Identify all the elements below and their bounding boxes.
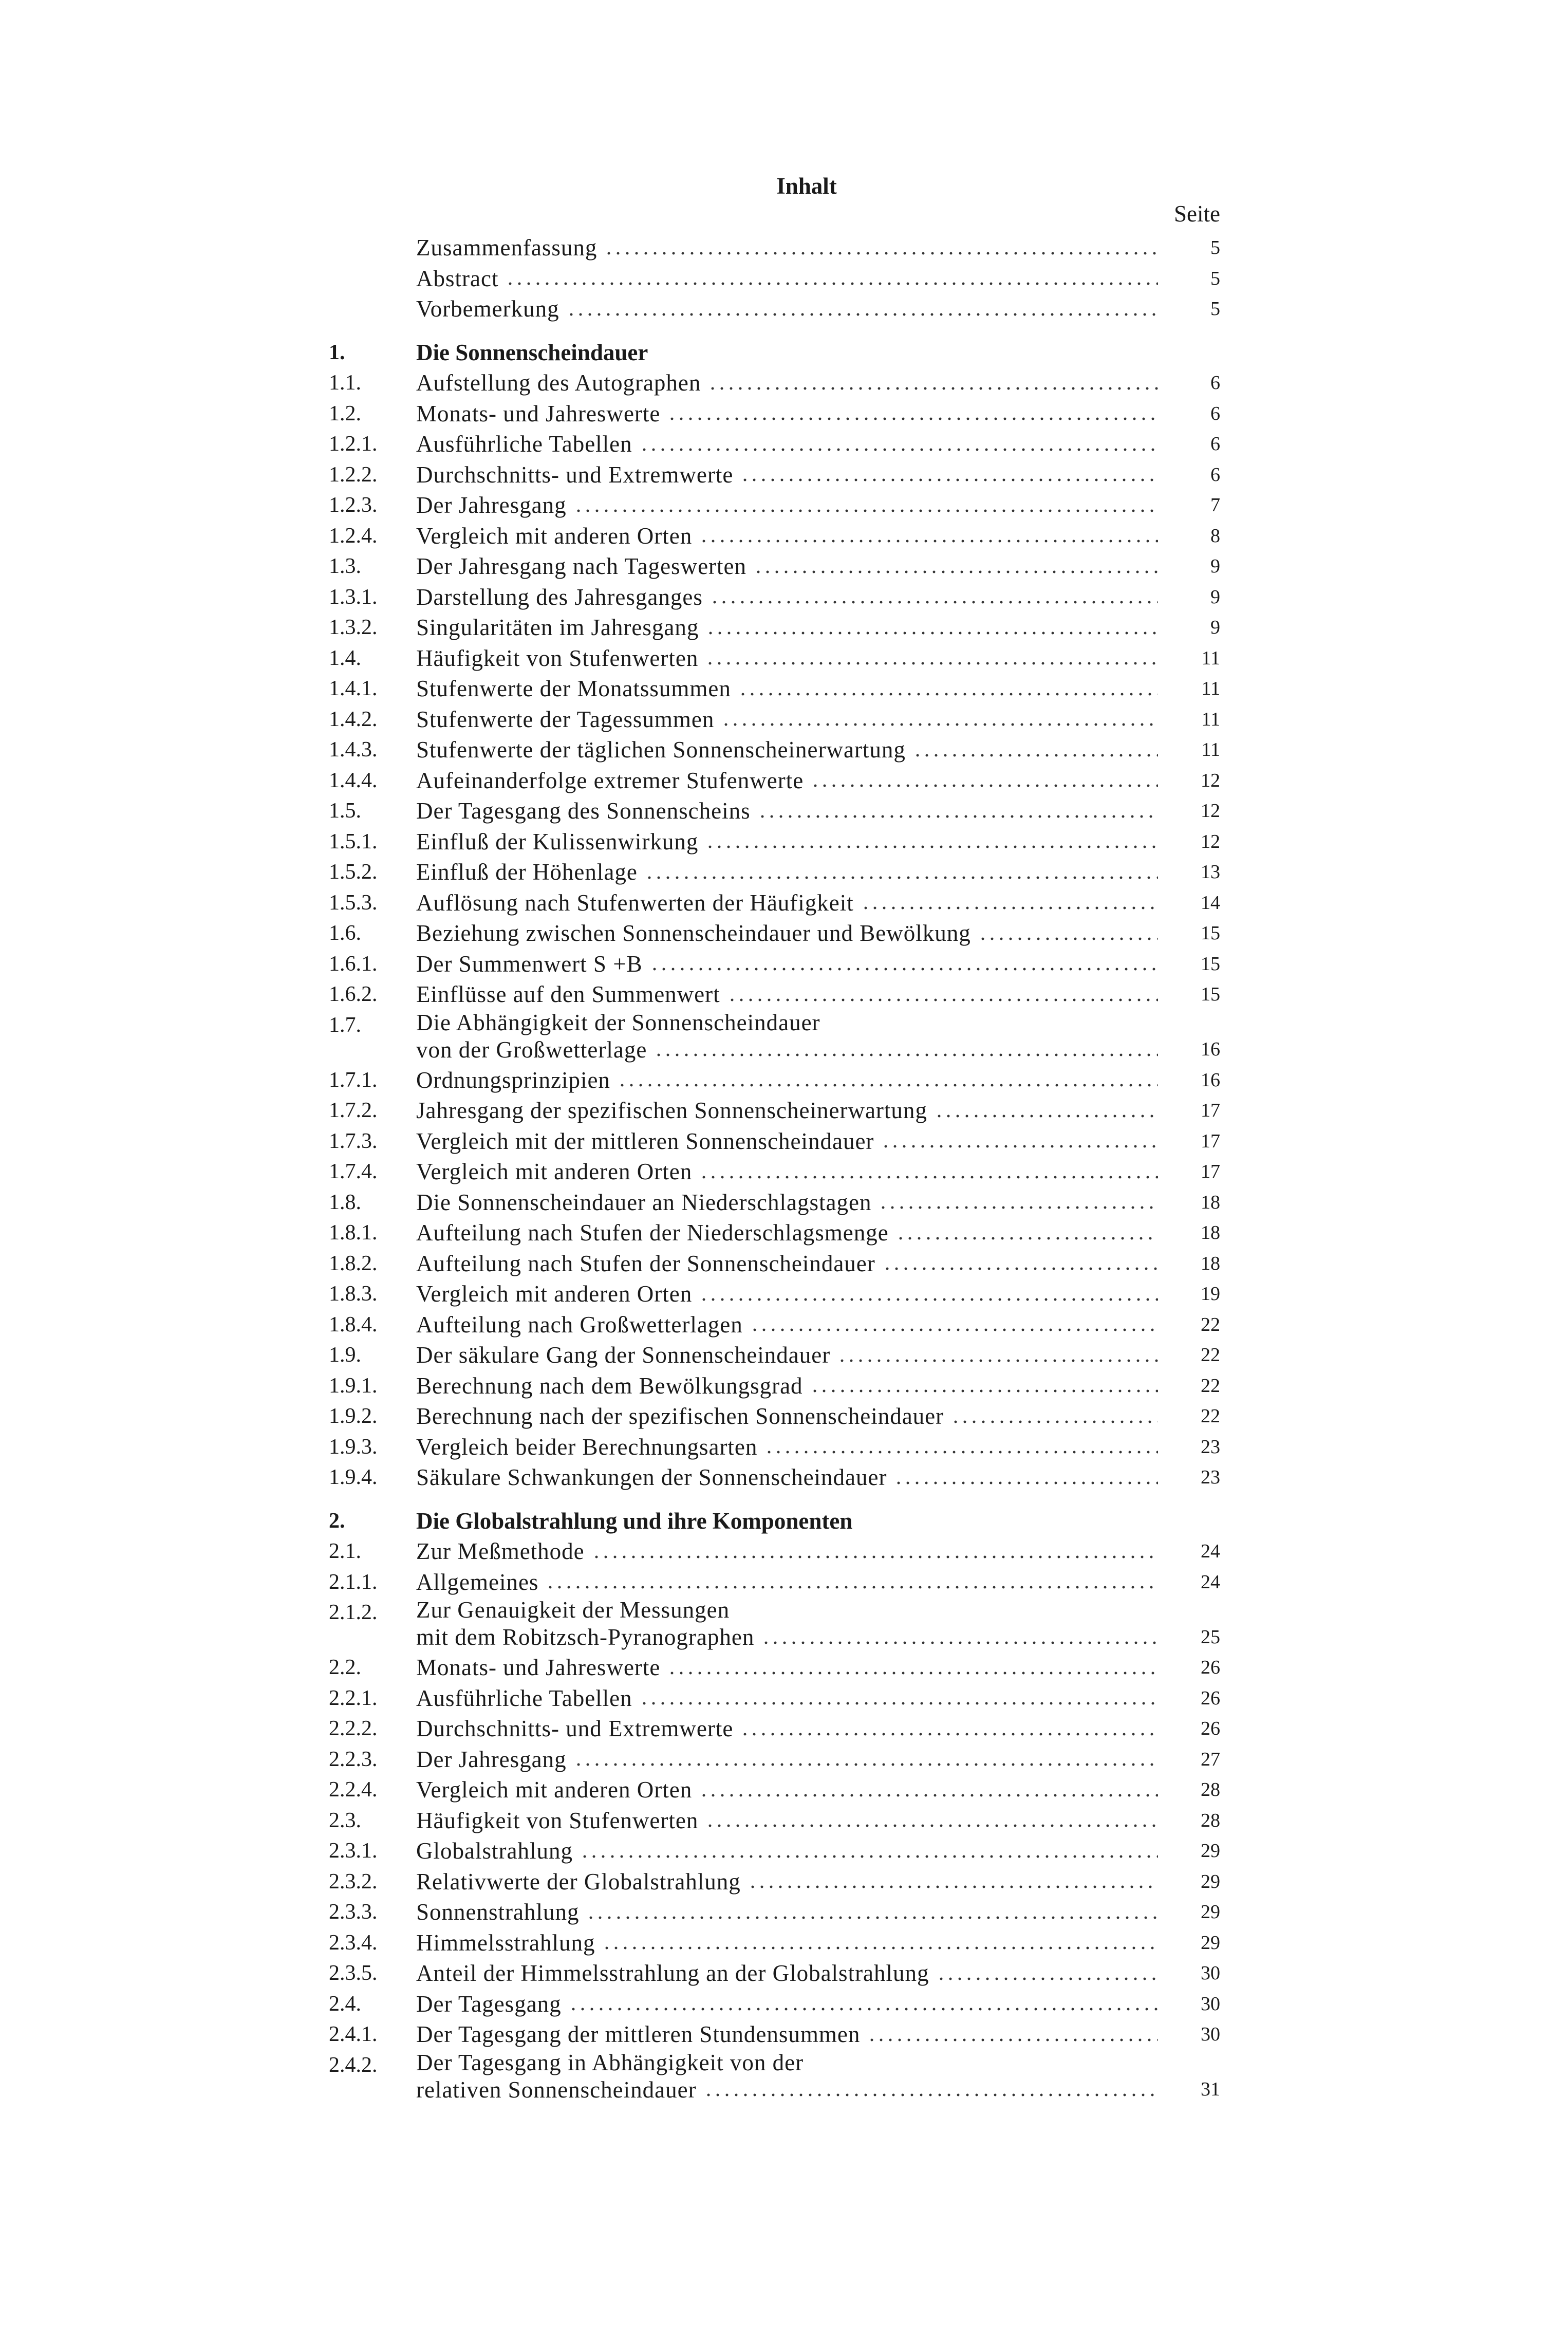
toc-entry-title: Darstellung des Jahresganges	[416, 584, 703, 610]
toc-page-number: 17	[1201, 1161, 1220, 1182]
toc-entry-title: Ausführliche Tabellen	[416, 1685, 632, 1711]
toc-entry-title: Vorbemerkung	[416, 296, 559, 322]
toc-entry-title: Aufteilung nach Großwetterlagen	[416, 1311, 743, 1338]
toc-entry[interactable]	[329, 1340, 1220, 1371]
dot-leader	[569, 2006, 1158, 2013]
toc-entry[interactable]	[329, 796, 1220, 827]
toc-entry[interactable]	[329, 1928, 1220, 1959]
toc-page-number: 11	[1201, 739, 1220, 760]
dot-leader	[567, 311, 1158, 318]
dot-leader	[758, 813, 1158, 820]
toc-entry[interactable]	[329, 735, 1220, 766]
toc-entry-title: Vergleich beider Berechnungsarten	[416, 1434, 758, 1460]
toc-entry-number: 1.1.	[329, 371, 361, 395]
toc-entry-number: 1.8.3.	[329, 1282, 378, 1306]
toc-entry-title: Ausführliche Tabellen	[416, 431, 632, 457]
toc-entry-number: 1.7.4.	[329, 1160, 378, 1183]
toc-page-number: 28	[1201, 1809, 1220, 1831]
toc-page-number: 9	[1210, 617, 1220, 638]
toc-entry[interactable]	[329, 582, 1220, 613]
toc-entry-number: 1.4.1.	[329, 677, 378, 700]
toc-entry-number: 1.6.1.	[329, 952, 378, 976]
dot-leader	[738, 691, 1158, 698]
toc-page-number: 11	[1201, 647, 1220, 669]
toc-entry-title: Stufenwerte der Monatssummen	[416, 676, 731, 701]
toc-page-number: 30	[1201, 1993, 1220, 2015]
toc-entry-number: 1.2.	[329, 401, 361, 425]
toc-entry-title: Jahresgang der spezifischen Sonnenscheinerwartung	[416, 1098, 927, 1123]
toc-entry[interactable]	[329, 1714, 1220, 1744]
toc-entry[interactable]	[329, 1836, 1220, 1867]
dot-leader	[710, 599, 1158, 606]
toc-page-number: 25	[1201, 1626, 1220, 1648]
toc-entry[interactable]	[329, 1567, 1220, 1598]
toc-page-number: 12	[1201, 800, 1220, 822]
toc-entry[interactable]	[329, 612, 1220, 643]
toc-page-number: 29	[1201, 1932, 1220, 1954]
dot-leader	[604, 250, 1158, 257]
dot-leader	[699, 1174, 1158, 1181]
toc-entry-number: 2.2.2.	[329, 1717, 378, 1740]
toc-entry[interactable]	[329, 1432, 1220, 1463]
toc-entry-title: Der Summenwert S +B	[416, 951, 643, 977]
toc-entry[interactable]	[329, 1401, 1220, 1432]
toc-entry-number: 2.	[329, 1509, 345, 1533]
toc-entry[interactable]	[329, 857, 1220, 888]
toc-entry-title: Häufigkeit von Stufenwerten	[416, 1807, 699, 1833]
toc-page-number: 16	[1201, 1069, 1220, 1091]
toc-page-number: 11	[1201, 678, 1220, 699]
toc-page-number: 15	[1201, 922, 1220, 944]
toc-section-heading[interactable]	[329, 338, 1220, 368]
toc-entry-number: 1.2.2.	[329, 462, 378, 487]
toc-entry[interactable]	[329, 704, 1220, 735]
toc-entry-number: 1.3.	[329, 554, 361, 578]
toc-entry-number: 2.2.3.	[329, 1747, 378, 1771]
toc-entry-title: Monats- und Jahreswerte	[416, 400, 661, 426]
toc-entry[interactable]	[329, 368, 1220, 399]
toc-entry-title: Zur Meßmethode	[416, 1538, 585, 1564]
toc-entry-number: 1.7.1.	[329, 1068, 378, 1092]
toc-entry[interactable]	[329, 1187, 1220, 1218]
toc-page-number: 6	[1210, 433, 1220, 455]
toc-page-number: 27	[1201, 1748, 1220, 1770]
dot-leader	[810, 1387, 1158, 1395]
dot-leader	[861, 904, 1158, 912]
dot-leader	[645, 874, 1158, 881]
dot-leader	[574, 1761, 1158, 1768]
toc-entry-number: 1.2.4.	[329, 524, 378, 548]
toc-entry-number: 1.6.	[329, 921, 361, 945]
toc-entry[interactable]	[329, 1536, 1220, 1567]
dot-leader	[699, 1792, 1158, 1799]
toc-entry-title: Säkulare Schwankungen der Sonnenscheindauer	[416, 1464, 887, 1490]
toc-page-number: 6	[1210, 372, 1220, 394]
toc-entry-number: 1.7.3.	[329, 1129, 378, 1153]
toc-entry[interactable]	[329, 949, 1220, 980]
toc-page-number: 22	[1201, 1313, 1220, 1335]
dot-leader	[654, 1051, 1158, 1059]
toc-entry-title: Der Jahresgang	[416, 492, 567, 518]
toc-entry[interactable]	[329, 294, 1220, 325]
toc-entry[interactable]	[329, 1775, 1220, 1806]
toc-entry-number: 2.4.	[329, 1992, 361, 2016]
toc-page-number: 6	[1210, 402, 1220, 424]
dot-leader	[761, 1639, 1158, 1646]
toc-entry-title: Anteil der Himmelsstrahlung an der Globalstrahlung	[416, 1960, 929, 1986]
toc-page-number: 23	[1201, 1436, 1220, 1458]
toc-entry-number: 1.8.2.	[329, 1251, 378, 1275]
toc-entry-number: 2.3.1.	[329, 1839, 378, 1863]
toc-entry[interactable]	[329, 1958, 1220, 1989]
toc-entry-title: Der Tagesgang	[416, 1991, 562, 2017]
toc-entry[interactable]	[329, 1806, 1220, 1836]
toc-page-number: 5	[1210, 237, 1220, 258]
section-gap	[329, 1493, 1220, 1506]
dot-leader	[896, 1235, 1158, 1242]
dot-leader	[754, 568, 1158, 576]
toc-entry-number: 2.3.3.	[329, 1900, 378, 1924]
dot-leader	[978, 935, 1158, 942]
dot-leader	[705, 843, 1158, 850]
toc-page-number: 5	[1210, 298, 1220, 320]
toc-entry[interactable]	[329, 1010, 1220, 1065]
dot-leader	[699, 1296, 1158, 1303]
toc-entry[interactable]	[329, 643, 1220, 674]
toc-entry[interactable]	[329, 827, 1220, 858]
toc-entry-title: Berechnung nach dem Bewölkungsgrad	[416, 1372, 803, 1399]
toc-page-number: 5	[1210, 267, 1220, 289]
toc-entry[interactable]	[329, 264, 1220, 294]
toc-page-number: 29	[1201, 1870, 1220, 1892]
toc-entry-title: Die Abhängigkeit der Sonnenscheindauer	[416, 1009, 820, 1035]
dot-leader	[740, 1731, 1158, 1738]
toc-entry-number: 2.1.1.	[329, 1570, 378, 1594]
toc-entry[interactable]	[329, 551, 1220, 582]
toc-entry-title: Durchschnitts- und Extremwerte	[416, 1716, 734, 1741]
dot-leader	[727, 996, 1158, 1004]
toc-page-number: 29	[1201, 1840, 1220, 1862]
toc-page-number: 6	[1210, 463, 1220, 486]
toc-entry-title: Zusammenfassung	[416, 235, 598, 261]
toc-entry[interactable]	[329, 1653, 1220, 1683]
dot-leader	[640, 1700, 1158, 1707]
toc-entry-number: 2.3.5.	[329, 1961, 378, 1985]
toc-entry[interactable]	[329, 1598, 1220, 1653]
toc-entry-title: Auflösung nach Stufenwerten der Häufigkeit	[416, 889, 854, 916]
toc-entry-number: 1.4.	[329, 646, 361, 670]
toc-entry-number: 1.2.1.	[329, 432, 378, 456]
toc-page-number: 8	[1210, 525, 1220, 547]
dot-leader	[640, 446, 1158, 453]
toc-page-number: 18	[1201, 1252, 1220, 1274]
toc-page-number: 24	[1201, 1540, 1220, 1562]
toc-page-number: 23	[1201, 1466, 1220, 1488]
toc-page-number: 9	[1210, 555, 1220, 577]
toc-page-number: 22	[1201, 1405, 1220, 1427]
toc-entry-title: Durchschnitts- und Extremwerte	[416, 461, 734, 488]
toc-entry-title: mit dem Robitzsch-Pyranographen	[416, 1624, 755, 1650]
dot-leader	[935, 1112, 1158, 1120]
table-of-contents	[329, 233, 1220, 2105]
toc-entry-title: Der Tagesgang des Sonnenscheins	[416, 798, 751, 824]
toc-entry-title: Vergleich mit der mittleren Sonnenscheindauer	[416, 1128, 874, 1154]
page-column-header: Seite	[1174, 201, 1220, 227]
dot-leader	[750, 1326, 1158, 1333]
toc-entry[interactable]	[329, 1096, 1220, 1126]
toc-page-number: 30	[1201, 1962, 1220, 1984]
toc-entry[interactable]	[329, 1371, 1220, 1402]
toc-entry-number: 1.9.4.	[329, 1465, 378, 1489]
toc-page-number: 18	[1201, 1191, 1220, 1213]
toc-entry-number: 2.4.2.	[329, 2053, 378, 2077]
toc-entry-title: Einfluß der Höhenlage	[416, 859, 638, 885]
toc-page-number: 28	[1201, 1779, 1220, 1800]
toc-entry-number: 1.4.2.	[329, 707, 378, 731]
toc-entry-number: 1.5.1.	[329, 829, 378, 853]
toc-entry[interactable]	[329, 521, 1220, 552]
toc-entry-title: Der Jahresgang nach Tageswerten	[416, 553, 747, 579]
toc-entry-title: Vergleich mit anderen Orten	[416, 523, 693, 549]
dot-leader	[913, 752, 1158, 759]
toc-entry-title: Die Sonnenscheindauer	[416, 339, 648, 365]
toc-entry[interactable]	[329, 1462, 1220, 1493]
toc-entry-number: 1.8.4.	[329, 1312, 378, 1336]
dot-leader	[580, 1853, 1158, 1860]
toc-entry[interactable]	[329, 1744, 1220, 1775]
toc-entry-title: Vergleich mit anderen Orten	[416, 1281, 693, 1307]
toc-page-number: 15	[1201, 983, 1220, 1005]
toc-entry-title: Aufstellung des Autographen	[416, 370, 701, 396]
toc-entry-number: 1.3.1.	[329, 585, 378, 609]
toc-entry-title: Aufteilung nach Stufen der Niederschlagsmenge	[416, 1220, 889, 1246]
toc-page-number: 12	[1201, 830, 1220, 852]
toc-entry-number: 2.3.2.	[329, 1869, 378, 1894]
dot-leader	[704, 2091, 1158, 2099]
toc-entry[interactable]	[329, 399, 1220, 430]
dot-leader	[667, 1669, 1158, 1677]
toc-page-number: 15	[1201, 953, 1220, 975]
toc-entry-number: 2.1.2.	[329, 1601, 378, 1624]
toc-entry-title: Abstract	[416, 265, 499, 291]
toc-entry-number: 1.9.2.	[329, 1404, 378, 1428]
toc-entry-title: Berechnung nach der spezifischen Sonnenscheindauer	[416, 1403, 944, 1429]
toc-entry-title: Relativwerte der Globalstrahlung	[416, 1868, 741, 1895]
toc-entry-title: Einflüsse auf den Summenwert	[416, 981, 720, 1007]
dot-leader	[705, 660, 1158, 667]
toc-entry-number: 2.2.1.	[329, 1686, 378, 1710]
dot-leader	[721, 721, 1158, 728]
dot-leader	[951, 1418, 1158, 1425]
toc-page-number: 9	[1210, 586, 1220, 608]
toc-page-number: 29	[1201, 1901, 1220, 1923]
toc-entry-title: Stufenwerte der täglichen Sonnenscheinerwartung	[416, 737, 906, 763]
toc-page-number: 26	[1201, 1687, 1220, 1709]
toc-page-number: 22	[1201, 1344, 1220, 1366]
toc-entry-title: Der säkulare Gang der Sonnenscheindauer	[416, 1342, 831, 1368]
dot-leader	[667, 415, 1158, 422]
toc-page-number: 30	[1201, 2024, 1220, 2045]
toc-entry-number: 1.2.3.	[329, 493, 378, 517]
toc-entry[interactable]	[329, 1065, 1220, 1096]
toc-entry[interactable]	[329, 1989, 1220, 2020]
toc-entry-title: Globalstrahlung	[416, 1838, 573, 1864]
toc-entry[interactable]	[329, 1157, 1220, 1187]
toc-entry-title: von der Großwetterlage	[416, 1036, 647, 1063]
toc-entry-number: 2.2.4.	[329, 1778, 378, 1802]
toc-page-number: 16	[1201, 1038, 1220, 1060]
toc-entry-number: 1.9.	[329, 1343, 361, 1367]
toc-entry-number: 1.8.	[329, 1190, 361, 1214]
dot-leader	[879, 1204, 1158, 1211]
toc-entry[interactable]	[329, 1249, 1220, 1279]
toc-page-number: 26	[1201, 1718, 1220, 1739]
toc-page-number: 11	[1201, 708, 1220, 730]
toc-entry-title: relativen Sonnenscheindauer	[416, 2076, 697, 2103]
toc-entry-number: 1.7.2.	[329, 1099, 378, 1122]
toc-entry-title: Der Jahresgang	[416, 1746, 567, 1772]
toc-entry[interactable]	[329, 1279, 1220, 1310]
dot-leader	[592, 1553, 1158, 1561]
toc-entry-title: Vergleich mit anderen Orten	[416, 1159, 693, 1184]
toc-entry-title: Himmelsstrahlung	[416, 1929, 595, 1956]
toc-page-number: 14	[1201, 892, 1220, 914]
toc-entry[interactable]	[329, 979, 1220, 1010]
toc-entry-number: 2.3.	[329, 1808, 361, 1832]
toc-entry-number: 1.5.	[329, 799, 361, 823]
toc-page-number: 19	[1201, 1283, 1220, 1305]
toc-entry[interactable]	[329, 1683, 1220, 1714]
toc-page-number: 24	[1201, 1571, 1220, 1593]
toc-page-number: 13	[1201, 861, 1220, 883]
toc-page-number: 17	[1201, 1130, 1220, 1152]
toc-entry-title: Die Sonnenscheindauer an Niederschlagstagen	[416, 1189, 872, 1215]
toc-entry-number: 1.5.3.	[329, 890, 378, 915]
toc-entry-title: Singularitäten im Jahresgang	[416, 615, 699, 640]
toc-page-number: 22	[1201, 1375, 1220, 1397]
dot-leader	[506, 280, 1158, 287]
toc-entry[interactable]	[329, 1897, 1220, 1928]
toc-entry[interactable]	[329, 2050, 1220, 2105]
toc-page-number: 26	[1201, 1657, 1220, 1678]
dot-leader	[708, 385, 1158, 392]
toc-entry[interactable]	[329, 1310, 1220, 1341]
toc-entry-title: Der Tagesgang der mittleren Stundensummen	[416, 2021, 861, 2047]
dot-leader	[650, 966, 1158, 973]
toc-entry[interactable]	[329, 1126, 1220, 1157]
toc-entry-number: 1.	[329, 340, 345, 364]
toc-entry-number: 2.3.4.	[329, 1930, 378, 1955]
toc-entry[interactable]	[329, 429, 1220, 460]
toc-entry-title: Beziehung zwischen Sonnenscheindauer und Bewölkung	[416, 920, 971, 946]
toc-entry[interactable]	[329, 888, 1220, 919]
toc-entry-title: Allgemeines	[416, 1569, 539, 1595]
toc-entry-title: Zur Genauigkeit der Messungen	[416, 1597, 730, 1623]
toc-entry[interactable]	[329, 918, 1220, 949]
dot-leader	[699, 537, 1158, 545]
toc-entry-number: 1.9.3.	[329, 1435, 378, 1459]
toc-entry-number: 1.3.2.	[329, 616, 378, 639]
toc-entry[interactable]	[329, 2019, 1220, 2050]
toc-entry-title: Einfluß der Kulissenwirkung	[416, 828, 699, 855]
toc-entry-number: 1.4.4.	[329, 768, 378, 792]
toc-entry-title: Aufeinanderfolge extremer Stufenwerte	[416, 767, 804, 793]
toc-entry[interactable]	[329, 233, 1220, 264]
toc-page-number: 17	[1201, 1100, 1220, 1121]
toc-entry[interactable]	[329, 1218, 1220, 1249]
toc-entry[interactable]	[329, 1867, 1220, 1898]
dot-leader	[546, 1584, 1158, 1591]
toc-entry-number: 1.8.1.	[329, 1221, 378, 1245]
toc-entry[interactable]	[329, 766, 1220, 796]
toc-entry-number: 2.2.	[329, 1656, 361, 1679]
toc-entry-number: 1.9.1.	[329, 1373, 378, 1398]
toc-entry-number: 2.4.1.	[329, 2022, 378, 2046]
dot-leader	[937, 1975, 1158, 1982]
toc-entry-title: Häufigkeit von Stufenwerten	[416, 645, 699, 671]
dot-leader	[883, 1265, 1158, 1272]
toc-entry-number: 2.1.	[329, 1539, 361, 1563]
toc-entry[interactable]	[329, 490, 1220, 521]
dot-leader	[740, 476, 1158, 484]
toc-entry-number: 1.5.2.	[329, 860, 378, 884]
dot-leader	[705, 1822, 1158, 1829]
section-gap	[329, 325, 1220, 338]
toc-page-number: 7	[1210, 494, 1220, 516]
toc-entry-number: 1.7.	[329, 1013, 361, 1037]
dot-leader	[894, 1479, 1158, 1487]
dot-leader	[602, 1944, 1158, 1952]
dot-leader	[748, 1883, 1158, 1890]
dot-leader	[618, 1082, 1158, 1089]
toc-section-heading[interactable]	[329, 1506, 1220, 1537]
toc-entry-title: Der Tagesgang in Abhängigkeit von der	[416, 2049, 804, 2075]
toc-page-number: 31	[1201, 2078, 1220, 2100]
dot-leader	[586, 1914, 1158, 1921]
dot-leader	[574, 507, 1158, 514]
dot-leader	[764, 1449, 1158, 1456]
page-title: Inhalt	[776, 173, 837, 199]
dot-leader	[811, 782, 1158, 789]
toc-entry[interactable]	[329, 674, 1220, 704]
toc-entry-title: Stufenwerte der Tagessummen	[416, 706, 715, 732]
dot-leader	[706, 629, 1158, 637]
toc-entry-title: Die Globalstrahlung und ihre Komponenten	[416, 1508, 853, 1534]
toc-page-number: 18	[1201, 1222, 1220, 1243]
toc-entry-number: 1.4.3.	[329, 738, 378, 762]
toc-entry[interactable]	[329, 460, 1220, 491]
dot-leader	[881, 1143, 1158, 1150]
toc-entry-number: 1.6.2.	[329, 982, 378, 1006]
toc-entry-title: Aufteilung nach Stufen der Sonnenscheindauer	[416, 1250, 875, 1276]
dot-leader	[837, 1357, 1158, 1364]
toc-entry-title: Vergleich mit anderen Orten	[416, 1777, 693, 1803]
toc-page-number: 12	[1201, 769, 1220, 791]
toc-entry-title: Sonnenstrahlung	[416, 1899, 580, 1925]
toc-entry-title: Monats- und Jahreswerte	[416, 1655, 661, 1680]
dot-leader	[867, 2036, 1158, 2044]
toc-entry-title: Ordnungsprinzipien	[416, 1067, 610, 1093]
